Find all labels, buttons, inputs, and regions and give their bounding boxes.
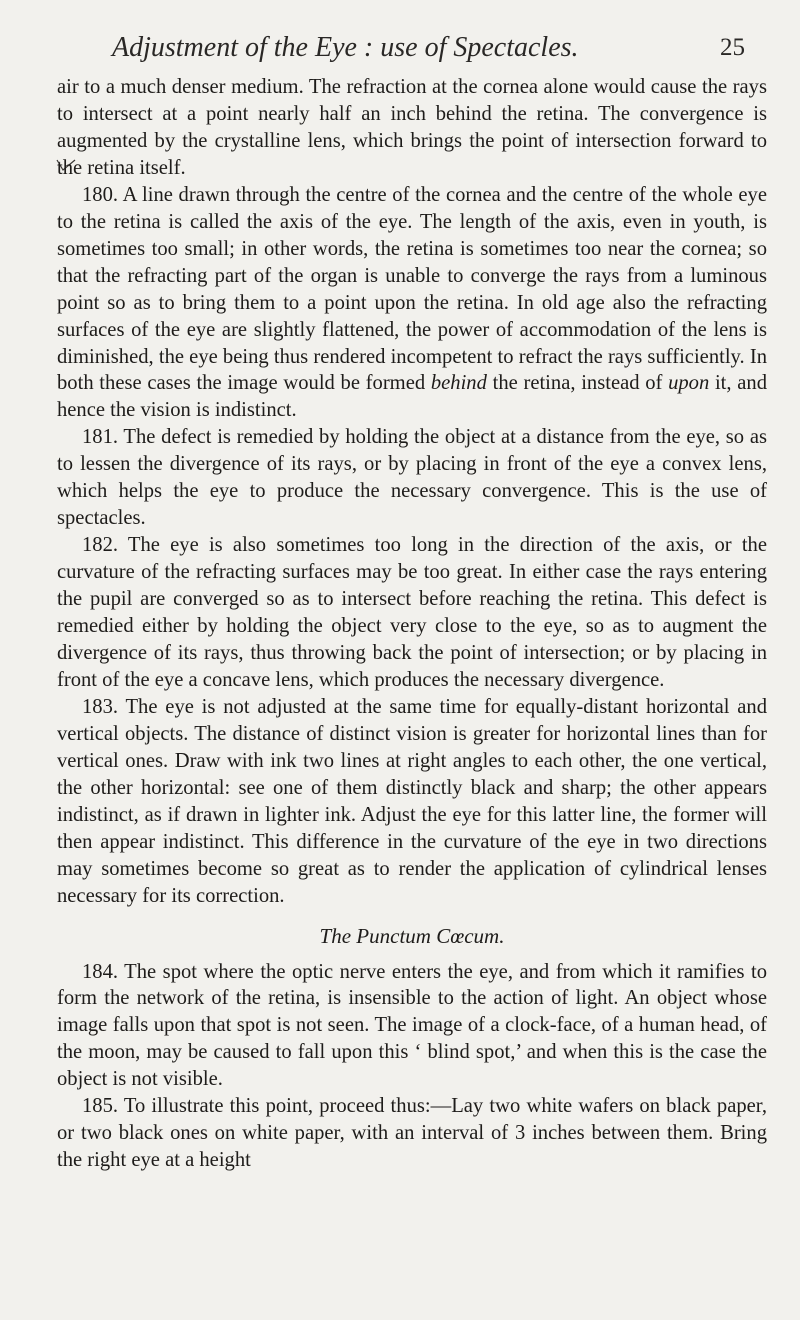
paragraph-185 bbox=[57, 1093, 767, 1174]
emphasis-behind: behind bbox=[430, 372, 487, 395]
section-heading: The Punctum Cœcum. bbox=[319, 923, 505, 948]
paragraph-continued bbox=[57, 74, 767, 182]
page-number: 25 bbox=[720, 34, 745, 61]
paragraph-text: 181. The defect is remedied by holding the object at a distance from the eye, so as to lessen the divergence of its rays, or by placing in front of the eye a convex lens, which helps the eye to produce the necessary convergence. This is the use of spectacles. bbox=[57, 426, 767, 530]
body-text bbox=[57, 74, 767, 1174]
paragraph-text: 180. A line drawn through the centre of the cornea and the centre of the whole eye to the retina is called the axis of the eye. The length of the axis, even in youth, is sometimes too small; in other words, the retina is sometimes too near the cornea; so that the refracting part of the organ is unable to converge the rays from a luminous point so as to bring them to a point upon the retina. In old age also the refracting surfaces of the eye are slightly flattened, the power of accommodation of the lens is diminished, the eye being thus rendered incompetent to refract the rays sufficiently. In both these cases the image would be formed bbox=[57, 183, 767, 395]
emphasis-upon: upon bbox=[668, 372, 710, 395]
paragraph-text: 183. The eye is not adjusted at the same time for equally-distant horizontal and vertical objects. The distance of distinct vision is greater for horizontal lines than for vertical ones. Draw with ink two lines at right angles to each other, the one vertical, the other horizontal: see one of them distinctly black and sharp; the other appears indistinct, as if drawn in lighter ink. Adjust the eye for this latter line, the former will then appear indistinct. This difference in the curvature of the eye in two directions may sometimes become so great as to render the application of cylindrical lenses necessary for its correction. bbox=[57, 695, 767, 907]
paragraph-text: 185. To illustrate this point, proceed thus:—Lay two white wafers on black paper, or two black ones on white paper, with an interval of 3 inches between them. Bring the right eye at a height bbox=[57, 1095, 767, 1172]
paragraph-text-cont: the retina, instead of bbox=[486, 372, 669, 395]
paragraph-text: air to a much denser medium. The refraction at the cornea alone would cause the rays to intersect at a point nearly half an inch behind the retina. The convergence is augmented by the crystalline lens, which brings the point of intersection forward to the retina itself. bbox=[57, 76, 767, 179]
paragraph-text-end: it, and hence the vision is indistinct. bbox=[57, 372, 767, 422]
running-head bbox=[112, 26, 745, 66]
running-title: Adjustment of the Eye : use of Spectacles. bbox=[112, 32, 579, 63]
paragraph-text: 182. The eye is also sometimes too long in the direction of the axis, or the curvature of the refracting surfaces may be too great. In either case the rays entering the pupil are converged so as to intersect before reaching the retina. This defect is remedied either by holding the object very close to the eye, so as to augment the divergence of its rays, thus throwing back the point of intersection; or by placing in front of the eye a concave lens, which produces the necessary divergence. bbox=[57, 534, 767, 691]
paragraph-184 bbox=[57, 959, 767, 1094]
paragraph-181 bbox=[57, 424, 767, 532]
paragraph-182 bbox=[57, 532, 767, 694]
paragraph-183 bbox=[57, 694, 767, 910]
paragraph-180 bbox=[57, 182, 767, 425]
paragraph-text: 184. The spot where the optic nerve enters the eye, and from which it ramifies to form the network of the retina, is insensible to the action of light. An object whose image falls upon that spot is not seen. The image of a clock-face, of a human head, of the moon, may be caused to fall upon this ‘ blind spot,’ and when this is the case the object is not visible. bbox=[57, 960, 767, 1091]
